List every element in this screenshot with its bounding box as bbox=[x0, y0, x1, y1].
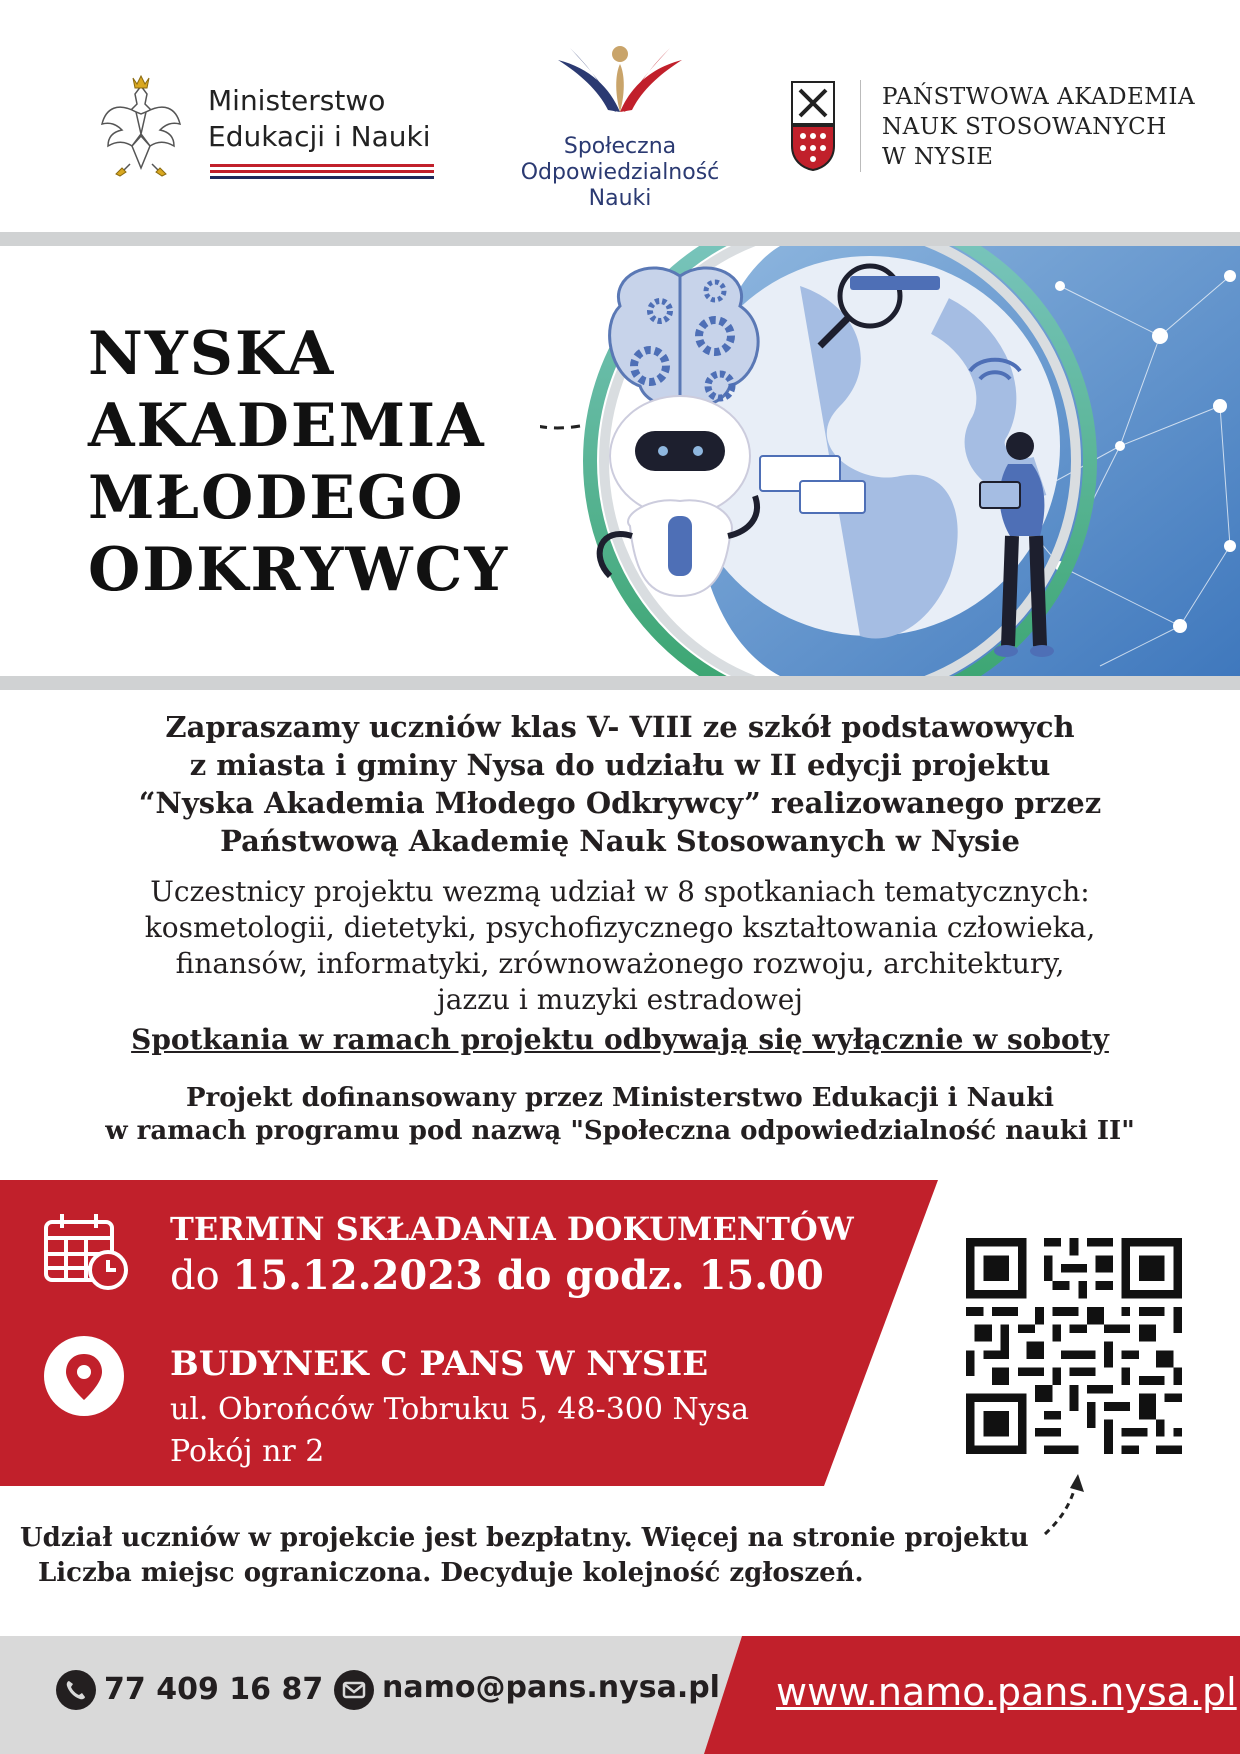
white-eagle-emblem-icon bbox=[100, 72, 182, 180]
location-pin-icon bbox=[44, 1336, 124, 1416]
pans-name-line1: PAŃSTWOWA AKADEMIA bbox=[882, 84, 1196, 110]
qr-code[interactable] bbox=[966, 1238, 1182, 1454]
program-fan-icon bbox=[550, 38, 690, 118]
phone-number[interactable]: 77 409 16 87 bbox=[104, 1672, 324, 1707]
deadline-date: 15.12.2023 do godz. 15.00 bbox=[232, 1252, 824, 1299]
program-name-line2: Odpowiedzialność bbox=[520, 160, 720, 185]
ministry-navy-stripe bbox=[210, 176, 434, 179]
intro-bold-line3: “Nyska Akademia Młodego Odkrywcy” realizowanego przez bbox=[138, 786, 1102, 820]
deadline-label: TERMIN SKŁADANIA DOKUMENTÓW bbox=[170, 1210, 854, 1248]
email-address[interactable]: namo@pans.nysa.pl bbox=[382, 1670, 720, 1705]
project-title-line1: NYSKA bbox=[88, 319, 336, 389]
intro-bold-line2: z miasta i gminy Nysa do udziału w II edycji projektu bbox=[189, 748, 1051, 782]
email-icon bbox=[334, 1670, 374, 1710]
pans-name-line3: W NYSIE bbox=[882, 144, 994, 170]
project-title-line4: ODKRYWCY bbox=[88, 535, 510, 605]
intro-topics-line3: finansów, informatyki, zrównoważonego rozwoju, architektury, bbox=[175, 947, 1065, 980]
deadline-prefix: do bbox=[170, 1253, 233, 1299]
pans-name-line2: NAUK STOSOWANYCH bbox=[882, 114, 1167, 140]
pans-shield-icon bbox=[790, 80, 836, 172]
project-title-line2: AKADEMIA bbox=[88, 391, 486, 461]
pans-logo bbox=[790, 80, 1210, 180]
ministry-name-line1: Ministerstwo bbox=[208, 84, 386, 117]
program-name-line1: Społeczna bbox=[563, 134, 677, 159]
ministry-logo bbox=[100, 72, 440, 187]
program-logo bbox=[490, 38, 750, 211]
intro-topics-line1: Uczestnicy projektu wezmą udział w 8 spotkaniach tematycznych: bbox=[150, 875, 1090, 908]
phone-icon bbox=[56, 1670, 96, 1710]
intro-topics-line4: jazzu i muzyki estradowej bbox=[437, 983, 803, 1016]
banner-illustration bbox=[540, 246, 1240, 676]
deadline-value bbox=[170, 1252, 824, 1299]
free-participation-note: Udział uczniów w projekcie jest bezpłatny. Więcej na stronie projektu bbox=[20, 1523, 1029, 1553]
website-link[interactable]: www.namo.pans.nysa.pl bbox=[776, 1670, 1237, 1714]
pans-separator bbox=[860, 80, 861, 172]
dashed-arrow-icon bbox=[1040, 1470, 1090, 1540]
saturday-note: Spotkania w ramach projektu odbywają się wyłącznie w soboty bbox=[131, 1023, 1109, 1056]
ministry-name-line2: Edukacji i Nauki bbox=[208, 120, 431, 153]
ministry-red-stripe-2 bbox=[210, 170, 434, 173]
funding-line2: w ramach programu pod nazwą "Społeczna odpowiedzialność nauki II" bbox=[105, 1116, 1135, 1146]
banner-top-border bbox=[0, 232, 1240, 246]
place-room: Pokój nr 2 bbox=[170, 1434, 325, 1469]
intro-bold-line1: Zapraszamy uczniów klas V- VIII ze szkół podstawowych bbox=[165, 710, 1075, 744]
limited-places-note: Liczba miejsc ograniczona. Decyduje kolejność zgłoszeń. bbox=[38, 1558, 864, 1588]
funding-line1: Projekt dofinansowany przez Ministerstwo Edukacji i Nauki bbox=[186, 1083, 1054, 1113]
ministry-red-stripe bbox=[210, 164, 434, 167]
intro-topics-line2: kosmetologii, dietetyki, psychofizycznego kształtowania człowieka, bbox=[144, 911, 1096, 944]
banner-bottom-border bbox=[0, 676, 1240, 690]
intro-bold-line4: Państwową Akademię Nauk Stosowanych w Nysie bbox=[220, 824, 1020, 858]
place-label: BUDYNEK C PANS W NYSIE bbox=[170, 1344, 709, 1384]
program-name-line3: Nauki bbox=[588, 186, 652, 211]
project-title bbox=[88, 318, 568, 606]
project-title-line3: MŁODEGO bbox=[88, 463, 465, 533]
place-address: ul. Obrońców Tobruku 5, 48-300 Nysa bbox=[170, 1392, 749, 1427]
calendar-clock-icon bbox=[42, 1212, 130, 1292]
